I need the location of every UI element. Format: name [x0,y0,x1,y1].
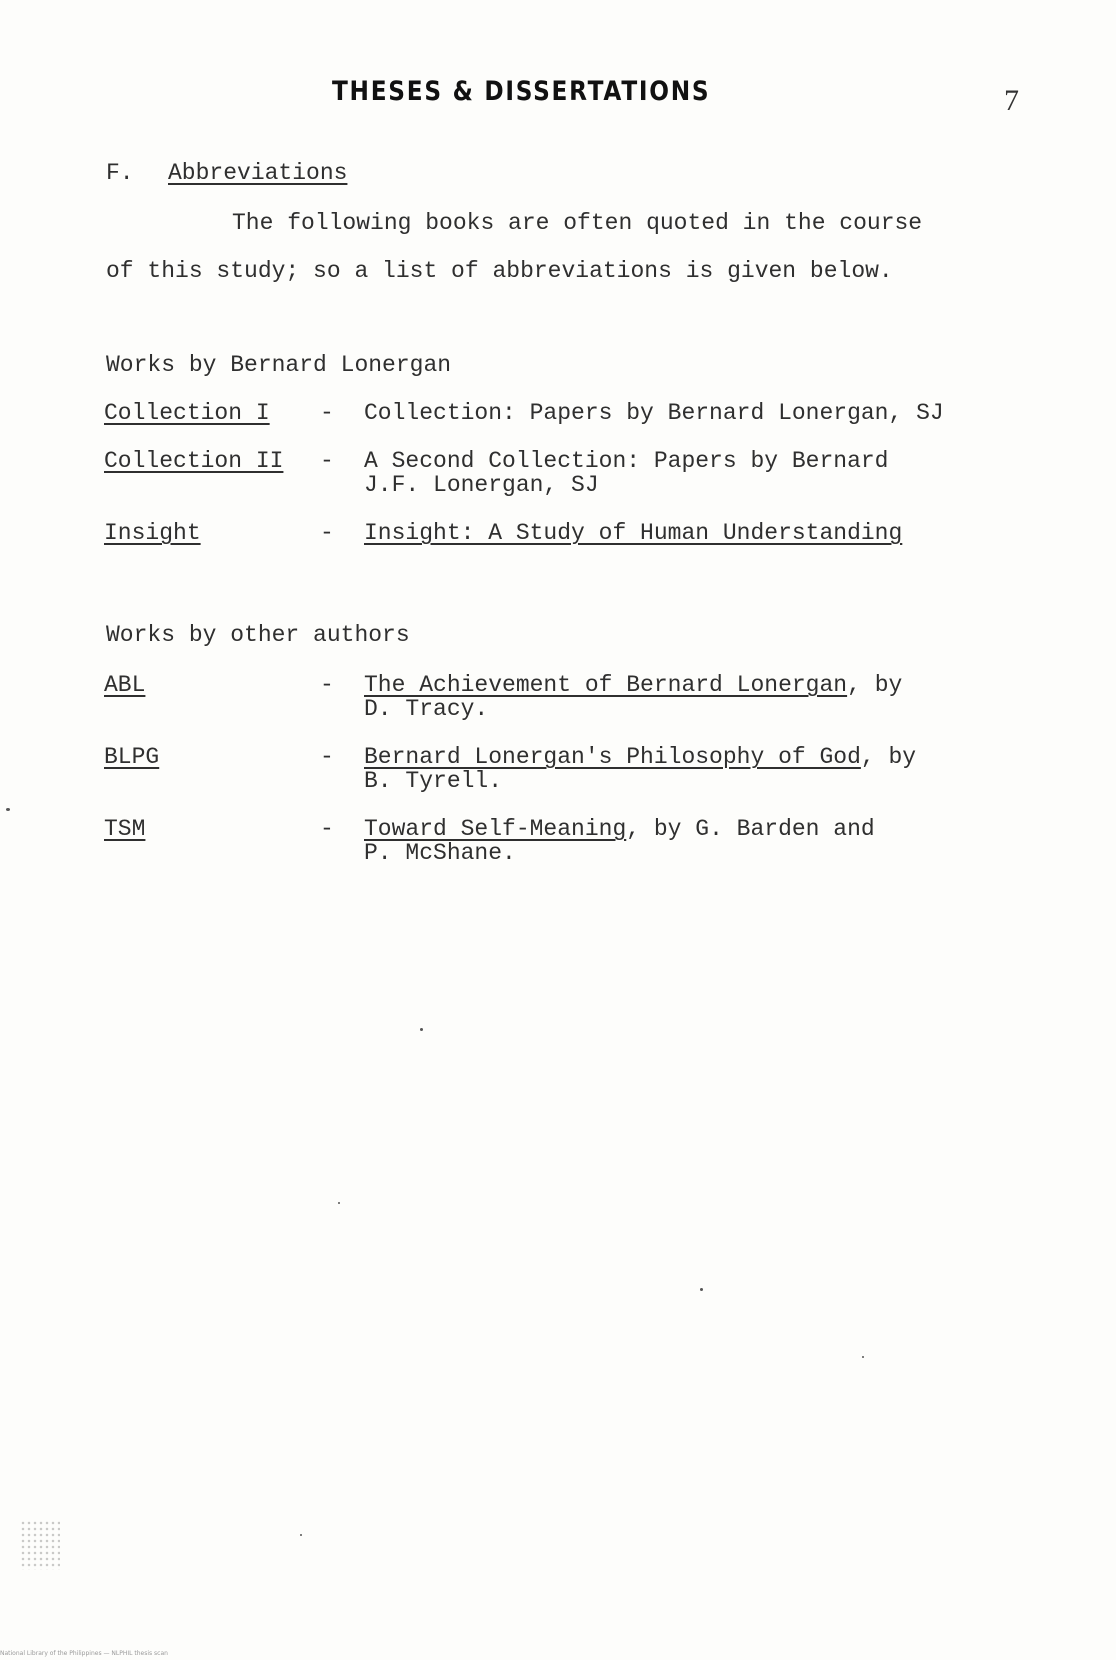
abbr-collection-ii: Collection II [104,448,284,474]
group-heading-lonergan: Works by Bernard Lonergan [106,352,452,378]
intro-line-1: The following books are often quoted in the course [232,210,923,236]
theses-dissertations-stamp: THESES & DISSERTATIONS [332,76,711,107]
entry-title-blpg: Bernard Lonergan's Philosophy of God [364,744,861,770]
scan-speck [338,1202,340,1204]
abbr-blpg: BLPG [104,744,160,770]
entry-title-insight: Insight: A Study of Human Understanding [364,520,903,546]
group-heading-others: Works by other authors [106,622,410,648]
entry-suffix-abl: , by [847,672,903,698]
entry-title-tsm: Toward Self-Meaning [364,816,627,842]
entry-rest-blpg: B. Tyrell. [364,768,503,794]
scan-speck [6,808,10,811]
scan-speck [700,1288,703,1291]
abbr-abl: ABL [104,672,146,698]
intro-line-2: of this study; so a list of abbreviations is given below. [106,258,893,284]
abbr-tsm: TSM [104,816,146,842]
entry-title-collection-i: Collection: Papers by Bernard Lonergan, SJ [364,400,944,426]
section-title: Abbreviations [168,160,348,186]
entry-line-abl [364,672,902,698]
entry-dash: - [320,520,334,546]
entry-dash: - [320,672,334,698]
entry-suffix-tsm: , by G. Barden and [626,816,875,842]
entry-dash: - [320,400,334,426]
entry-title-collection-ii: A Second Collection: Papers by Bernard [364,448,889,474]
scan-footer: National Library of the Philippines — NLPHIL thesis scan [0,1650,168,1657]
scan-speck [420,1028,423,1031]
abbr-collection-i: Collection I [104,400,270,426]
page-number: 7 [1004,84,1019,117]
entry-line-tsm [364,816,875,842]
scan-speck [862,1356,864,1358]
abbr-insight: Insight [104,520,201,546]
entry-rest-tsm: P. McShane. [364,840,516,866]
entry-rest-abl: D. Tracy. [364,696,489,722]
entry-title-abl: The Achievement of Bernard Lonergan [364,672,848,698]
entry-suffix-blpg: , by [860,744,917,770]
section-letter: F. [106,160,134,186]
entry-dash: - [320,744,334,770]
scan-noise [20,1520,60,1570]
scan-speck [300,1534,302,1536]
entry-line-blpg [364,744,916,770]
entry-rest-collection-ii: J.F. Lonergan, SJ [364,472,599,498]
entry-dash: - [320,448,334,474]
entry-dash: - [320,816,334,842]
